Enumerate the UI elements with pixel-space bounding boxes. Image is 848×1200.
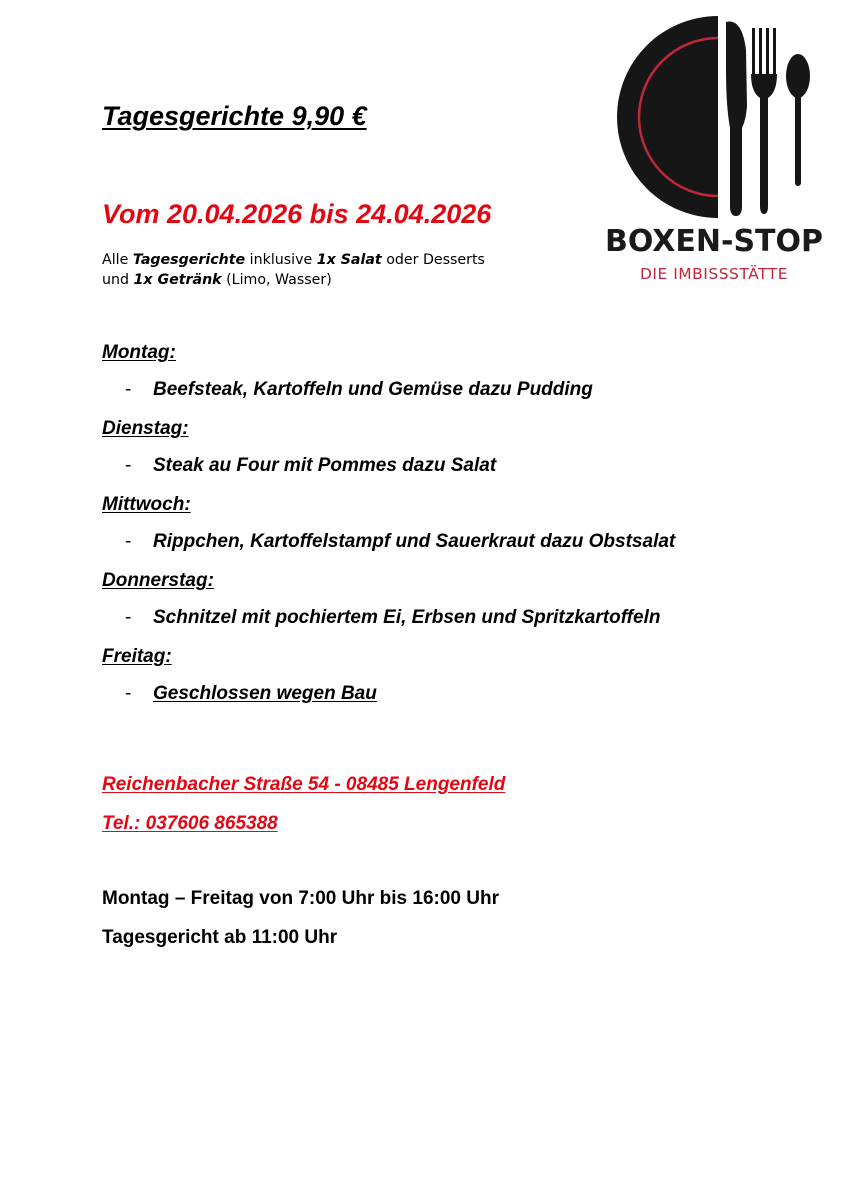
- dash: -: [125, 531, 132, 552]
- fork-icon: [751, 28, 777, 214]
- opening-hours: Montag – Freitag von 7:00 Uhr bis 16:00 Uhr: [102, 888, 499, 909]
- day-label: Mittwoch:: [102, 494, 191, 515]
- dish-text: Steak au Four mit Pommes dazu Salat: [153, 455, 497, 476]
- dish-item: [125, 683, 377, 705]
- note-bold: 1x Getränk: [133, 272, 222, 288]
- note-text: Alle: [102, 252, 133, 268]
- note-text: (Limo, Wasser): [221, 272, 332, 288]
- dish-item: [125, 379, 593, 401]
- page-title: Tagesgerichte 9,90 €: [102, 101, 367, 131]
- dish-text: Schnitzel mit pochiertem Ei, Erbsen und Spritzkartoffeln: [153, 607, 661, 628]
- day-label: Dienstag:: [102, 418, 189, 439]
- dash: -: [125, 607, 132, 628]
- inclusion-note: [102, 250, 485, 290]
- dish-text: Geschlossen wegen Bau: [153, 683, 377, 704]
- dish-item: [125, 455, 496, 477]
- phone-link[interactable]: Tel.: 037606 865388: [102, 813, 278, 834]
- dash: -: [125, 683, 132, 704]
- lunch-hours: Tagesgericht ab 11:00 Uhr: [102, 927, 338, 948]
- note-text: oder Desserts: [381, 252, 485, 268]
- address-link[interactable]: Reichenbacher Straße 54 - 08485 Lengenfeld: [102, 774, 506, 795]
- note-bold: 1x Salat: [316, 252, 382, 268]
- day-label: Donnerstag:: [102, 570, 214, 591]
- knife-icon: [726, 22, 747, 216]
- dash: -: [125, 379, 132, 400]
- brand-name: BOXEN-STOP: [604, 224, 824, 259]
- note-text: inklusive: [245, 252, 317, 268]
- brand-subtitle: DIE IMBISSSTÄTTE: [639, 265, 788, 283]
- dish-item: [125, 607, 660, 629]
- note-bold: Tagesgerichte: [132, 252, 246, 268]
- spoon-icon: [786, 54, 810, 186]
- period-heading: Vom 20.04.2026 bis 24.04.2026: [102, 199, 492, 229]
- note-text: und: [102, 272, 134, 288]
- day-label: Freitag:: [102, 646, 172, 667]
- plate-icon: [617, 16, 718, 218]
- dish-text: Beefsteak, Kartoffeln und Gemüse dazu Pudding: [153, 379, 593, 400]
- dish-item: [125, 531, 675, 553]
- day-label: Montag:: [102, 342, 176, 363]
- dash: -: [125, 455, 132, 476]
- dish-text: Rippchen, Kartoffelstampf und Sauerkraut dazu Obstsalat: [153, 531, 676, 552]
